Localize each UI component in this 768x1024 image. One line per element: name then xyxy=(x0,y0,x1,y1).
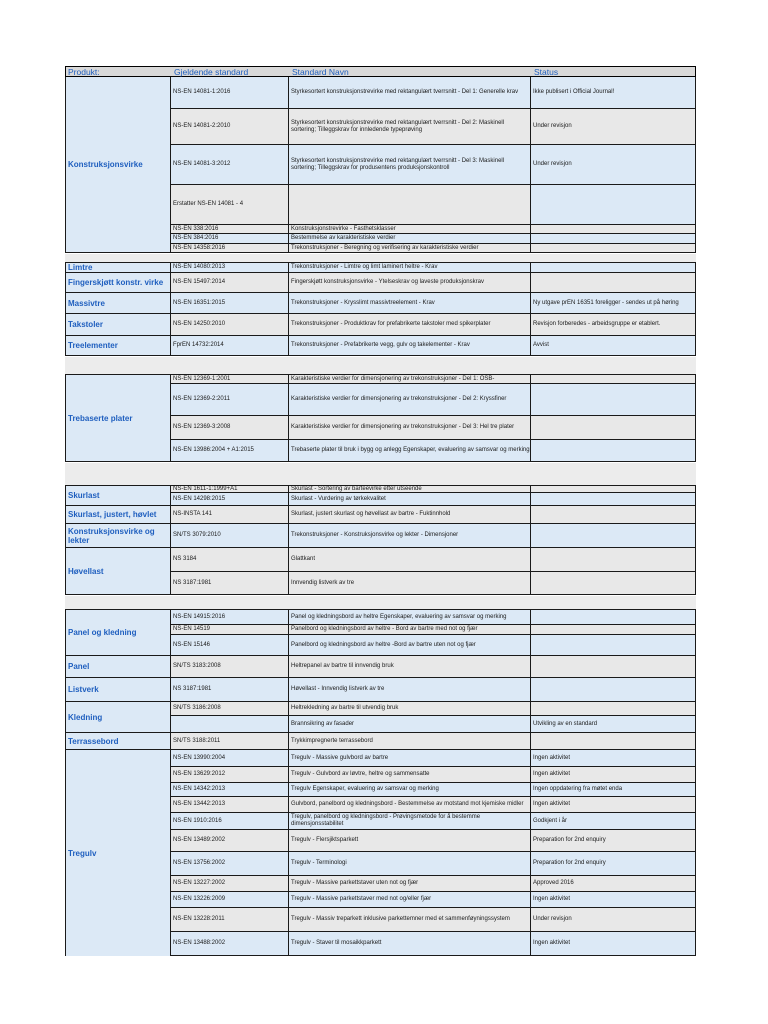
table-row xyxy=(171,572,696,595)
name-cell: Skurlast - Vurdering av tørkekvalitet xyxy=(289,493,531,506)
table-row xyxy=(171,797,696,813)
standard-cell: NS-EN 1910:2016 xyxy=(171,813,289,830)
name-cell: Karakteristiske verdier for dimensjonering av trekonstruksjoner - Del 1: OSB- xyxy=(289,375,531,384)
product-group-label: Konstruksjonsvirke xyxy=(65,77,171,253)
standard-cell: NS-EN 13442:2013 xyxy=(171,797,289,813)
table-row xyxy=(171,716,696,733)
standard-cell: NS-EN 384:2016 xyxy=(171,234,289,244)
name-cell: Trekonstruksjoner - Krysslimt massivtreelement - Krav xyxy=(289,293,531,314)
status-cell xyxy=(531,572,696,595)
status-cell: Godkjent i år xyxy=(531,813,696,830)
standard-cell: NS 3184 xyxy=(171,548,289,572)
status-cell xyxy=(531,416,696,440)
standard-cell: NS-EN 1611-1:1999+A1 xyxy=(171,486,289,493)
name-cell: Styrkesortert konstruksjonstrevirke med rektangulært tverrsnitt - Del 1: Generelle krav xyxy=(289,77,531,109)
section-gap xyxy=(65,254,696,262)
name-cell: Panel og kledningsbord av heltre Egenskaper, evaluering av samsvar og merking xyxy=(289,610,531,625)
table-row xyxy=(171,273,696,293)
status-cell: Ingen aktivitet xyxy=(531,767,696,783)
status-cell: Under revisjon xyxy=(531,109,696,145)
status-cell xyxy=(531,610,696,625)
standard-cell: NS-EN 13227:2002 xyxy=(171,876,289,892)
product-group-label: Høvellast xyxy=(65,548,171,595)
name-cell: Trykkimpregnerte terrassebord xyxy=(289,733,531,750)
standard-cell: SN/TS 3186:2008 xyxy=(171,702,289,716)
status-cell: Ikke publisert i Official Journal! xyxy=(531,77,696,109)
name-cell: Glattkant xyxy=(289,548,531,572)
table-row xyxy=(171,77,696,109)
product-group-label: Trebaserte plater xyxy=(65,375,171,462)
table-row xyxy=(171,375,696,384)
product-group-label: Konstruksjonsvirke og lekter xyxy=(65,524,171,548)
standard-cell: NS-EN 15497:2014 xyxy=(171,273,289,293)
name-cell: Konstruksjonstrevirke - Fasthetsklasser xyxy=(289,225,531,234)
product-group-label: Fingerskjøtt konstr. virke xyxy=(65,273,171,293)
header-standard: Gjeldende standard xyxy=(174,67,249,77)
status-cell xyxy=(531,548,696,572)
standard-cell: NS-EN 13756:2002 xyxy=(171,852,289,876)
standard-cell: FprEN 14732:2014 xyxy=(171,336,289,356)
name-cell: Skurlast - Sortering av barteevirke etter utseende xyxy=(289,486,531,493)
status-cell xyxy=(531,625,696,635)
name-cell: Tregulv - Massive parkettstaver uten not og fjær xyxy=(289,876,531,892)
name-cell: Tregulv - Staver til mosaikkparkett xyxy=(289,932,531,956)
product-group-label: Limtre xyxy=(65,263,171,273)
table-row xyxy=(171,625,696,635)
table-row xyxy=(171,145,696,185)
name-cell: Tregulv - Massive parkettstaver med not og/eller fjær xyxy=(289,892,531,908)
table-row xyxy=(171,263,696,273)
status-cell: Ny utgave prEN 16351 foreligger - sendes ut på høring xyxy=(531,293,696,314)
standard-cell: NS-EN 14250:2010 xyxy=(171,314,289,336)
product-group-label: Skurlast xyxy=(65,486,171,506)
product-group-label: Panel og kledning xyxy=(65,610,171,656)
product-group-label: Massivtre xyxy=(65,293,171,314)
table-row xyxy=(171,548,696,572)
product-group-label: Kledning xyxy=(65,702,171,733)
table-row xyxy=(171,852,696,876)
name-cell: Trekonstruksjoner - Limtre og limt laminert heltre - Krav xyxy=(289,263,531,273)
name-cell: Brannsikring av fasader xyxy=(289,716,531,733)
status-cell xyxy=(531,702,696,716)
standard-cell: NS-EN 14519 xyxy=(171,625,289,635)
table-row xyxy=(171,234,696,244)
status-cell xyxy=(531,273,696,293)
status-cell xyxy=(531,486,696,493)
standard-cell: NS-INSTA 141 xyxy=(171,506,289,524)
name-cell: Trebaserte plater til bruk i bygg og anlegg Egenskaper, evaluering av samsvar og merking xyxy=(289,440,531,462)
standard-cell: NS-EN 14081-2:2010 xyxy=(171,109,289,145)
standard-cell: NS-EN 16351:2015 xyxy=(171,293,289,314)
table-row xyxy=(171,610,696,625)
status-cell: Utvikling av en standard xyxy=(531,716,696,733)
name-cell: Gulvbord, panelbord og kledningsbord - Bestemmelse av motstand mot kjemiske midler xyxy=(289,797,531,813)
standard-cell: NS-EN 12369-3:2008 xyxy=(171,416,289,440)
name-cell: Heltrekledning av bartre til utvendig bruk xyxy=(289,702,531,716)
table-row xyxy=(171,493,696,506)
name-cell: Trekonstruksjoner - Produktkrav for prefabrikerte takstoler med spikerplater xyxy=(289,314,531,336)
section-gap xyxy=(65,596,696,609)
name-cell: Tregulv - Terminologi xyxy=(289,852,531,876)
standard-cell: NS-EN 14915:2016 xyxy=(171,610,289,625)
product-group-label: Listverk xyxy=(65,678,171,702)
status-cell: Ingen aktivitet xyxy=(531,932,696,956)
status-cell: Ingen aktivitet xyxy=(531,797,696,813)
name-cell: Tregulv Egenskaper, evaluering av samsvar og merking xyxy=(289,783,531,797)
status-cell xyxy=(531,384,696,416)
table-row xyxy=(171,635,696,656)
name-cell: Trekonstruksjoner - Konstruksjonsvirke og lekter - Dimensjoner xyxy=(289,524,531,548)
standard-cell: NS-EN 14081-1:2016 xyxy=(171,77,289,109)
header-name: Standard Navn xyxy=(292,67,349,77)
table-row xyxy=(171,440,696,462)
table-row xyxy=(171,830,696,852)
table-row xyxy=(171,384,696,416)
status-cell xyxy=(531,493,696,506)
status-cell xyxy=(531,185,696,225)
table-row xyxy=(171,733,696,750)
standard-cell: NS-EN 13986:2004 + A1:2015 xyxy=(171,440,289,462)
name-cell: Trekonstruksjoner - Prefabrikerte vegg, gulv og takelementer - Krav xyxy=(289,336,531,356)
product-group-label: Treelementer xyxy=(65,336,171,356)
product-group-label: Skurlast, justert, høvlet xyxy=(65,506,171,524)
table-row xyxy=(171,506,696,524)
table-row xyxy=(171,932,696,956)
name-cell: Fingerskjøtt konstruksjonsvirke - Ytelseskrav og laveste produksjonskrav xyxy=(289,273,531,293)
standard-cell: SN/TS 3079:2010 xyxy=(171,524,289,548)
status-cell: Approved 2016 xyxy=(531,876,696,892)
name-cell: Tregulv - Gulvbord av løvtre, heltre og sammensatte xyxy=(289,767,531,783)
status-cell: Ingen oppdatering fra møtet enda xyxy=(531,783,696,797)
standard-cell: NS-EN 14298:2015 xyxy=(171,493,289,506)
name-cell xyxy=(289,185,531,225)
standard-cell: NS-EN 13226:2009 xyxy=(171,892,289,908)
header-product: Produkt: xyxy=(68,67,100,77)
table-row xyxy=(171,783,696,797)
table-row xyxy=(171,314,696,336)
name-cell: Panelbord og kledningsbord av heltre -Bord av bartre uten not og fjær xyxy=(289,635,531,656)
section-gap xyxy=(65,357,696,374)
product-group-label: Tregulv xyxy=(65,750,171,956)
name-cell: Høvellast - Innvendig listverk av tre xyxy=(289,678,531,702)
status-cell: Revisjon forberedes - arbeidsgruppe er etablert. xyxy=(531,314,696,336)
status-cell xyxy=(531,263,696,273)
standard-cell: NS-EN 14080:2013 xyxy=(171,263,289,273)
table-row xyxy=(171,293,696,314)
name-cell: Styrkesortert konstruksjonstrevirke med rektangulært tverrsnitt - Del 3: Maskinell sortering; Tilleggskrav for produsentens produksjonskontroll xyxy=(289,145,531,185)
standard-cell: SN/TS 3188:2011 xyxy=(171,733,289,750)
status-cell: Avvist xyxy=(531,336,696,356)
status-cell: Ingen aktivitet xyxy=(531,892,696,908)
table-row xyxy=(171,908,696,932)
table-row xyxy=(171,524,696,548)
standard-cell: NS-EN 12369-2:2011 xyxy=(171,384,289,416)
standard-cell: NS-EN 13990:2004 xyxy=(171,750,289,767)
product-group-label: Terrassebord xyxy=(65,733,171,750)
standard-cell: NS-EN 13228:2011 xyxy=(171,908,289,932)
name-cell: Karakteristiske verdier for dimensjonering av trekonstruksjoner - Del 2: Kryssfiner xyxy=(289,384,531,416)
standard-cell: NS-EN 14081-3:2012 xyxy=(171,145,289,185)
status-cell xyxy=(531,733,696,750)
status-cell xyxy=(531,375,696,384)
name-cell: Trekonstruksjoner - Beregning og verifisering av karakteristiske verdier xyxy=(289,244,531,253)
name-cell: Styrkesortert konstruksjonstrevirke med rektangulært tverrsnitt - Del 2: Maskinell sortering; Tilleggskrav for innledende typeprøving xyxy=(289,109,531,145)
status-cell xyxy=(531,440,696,462)
name-cell: Karakteristiske verdier for dimensjonering av trekonstruksjoner - Del 3: Hel tre plater xyxy=(289,416,531,440)
table-row xyxy=(171,702,696,716)
standard-cell: NS-EN 338:2016 xyxy=(171,225,289,234)
standard-cell: NS-EN 14358:2016 xyxy=(171,244,289,253)
header-status: Status xyxy=(534,67,559,77)
name-cell: Panelbord og kledningsbord av heltre - Bord av bartre med not og fjær xyxy=(289,625,531,635)
standard-cell xyxy=(171,716,289,733)
name-cell: Tregulv, panelbord og kledningsbord - Prøvingsmetode for å bestemme dimensjonsstabilitet xyxy=(289,813,531,830)
status-cell xyxy=(531,524,696,548)
name-cell: Heltrepanel av bartre til innvendig bruk xyxy=(289,656,531,678)
table-row xyxy=(171,678,696,702)
name-cell: Tregulv - Massiv treparkett inklusive parkettemner med et sammenføyningssystem xyxy=(289,908,531,932)
name-cell: Skurlast, justert skurlast og høvellast av bartre - Fuktinnhold xyxy=(289,506,531,524)
standard-cell: NS-EN 12369-1:2001 xyxy=(171,375,289,384)
table-row xyxy=(171,416,696,440)
standard-cell: NS 3187:1981 xyxy=(171,572,289,595)
table-row xyxy=(171,225,696,234)
status-cell xyxy=(531,635,696,656)
standard-cell: NS-EN 15146 xyxy=(171,635,289,656)
table-row xyxy=(171,336,696,356)
status-cell xyxy=(531,678,696,702)
table-row xyxy=(171,109,696,145)
status-cell xyxy=(531,656,696,678)
table-row xyxy=(171,244,696,253)
product-group-label: Takstoler xyxy=(65,314,171,336)
standard-cell: NS 3187:1981 xyxy=(171,678,289,702)
table-row xyxy=(171,892,696,908)
status-cell xyxy=(531,506,696,524)
standard-cell: NS-EN 13489:2002 xyxy=(171,830,289,852)
status-cell: Preparation for 2nd enquiry xyxy=(531,830,696,852)
name-cell: Tregulv - Massive gulvbord av bartre xyxy=(289,750,531,767)
standard-cell: NS-EN 13488:2002 xyxy=(171,932,289,956)
status-cell: Ingen aktivitet xyxy=(531,750,696,767)
status-cell: Under revisjon xyxy=(531,145,696,185)
status-cell: Preparation for 2nd enquiry xyxy=(531,852,696,876)
standard-cell: SN/TS 3183:2008 xyxy=(171,656,289,678)
name-cell: Tregulv - Flersjiktsparkett xyxy=(289,830,531,852)
standard-cell: NS-EN 14342:2013 xyxy=(171,783,289,797)
table-row xyxy=(171,813,696,830)
status-cell: Under revisjon xyxy=(531,908,696,932)
table-row xyxy=(171,876,696,892)
status-cell xyxy=(531,244,696,253)
product-group-label: Panel xyxy=(65,656,171,678)
table-row xyxy=(171,656,696,678)
table-row xyxy=(171,767,696,783)
standard-cell: Erstatter NS-EN 14081 - 4 xyxy=(171,185,289,225)
name-cell: Innvendig listverk av tre xyxy=(289,572,531,595)
section-gap xyxy=(65,463,696,485)
status-cell xyxy=(531,225,696,234)
table-header xyxy=(65,66,696,77)
table-row xyxy=(171,486,696,493)
standard-cell: NS-EN 13629:2012 xyxy=(171,767,289,783)
table-row xyxy=(171,185,696,225)
table-row xyxy=(171,750,696,767)
status-cell xyxy=(531,234,696,244)
name-cell: Bestemmelse av karakteristiske verdier xyxy=(289,234,531,244)
